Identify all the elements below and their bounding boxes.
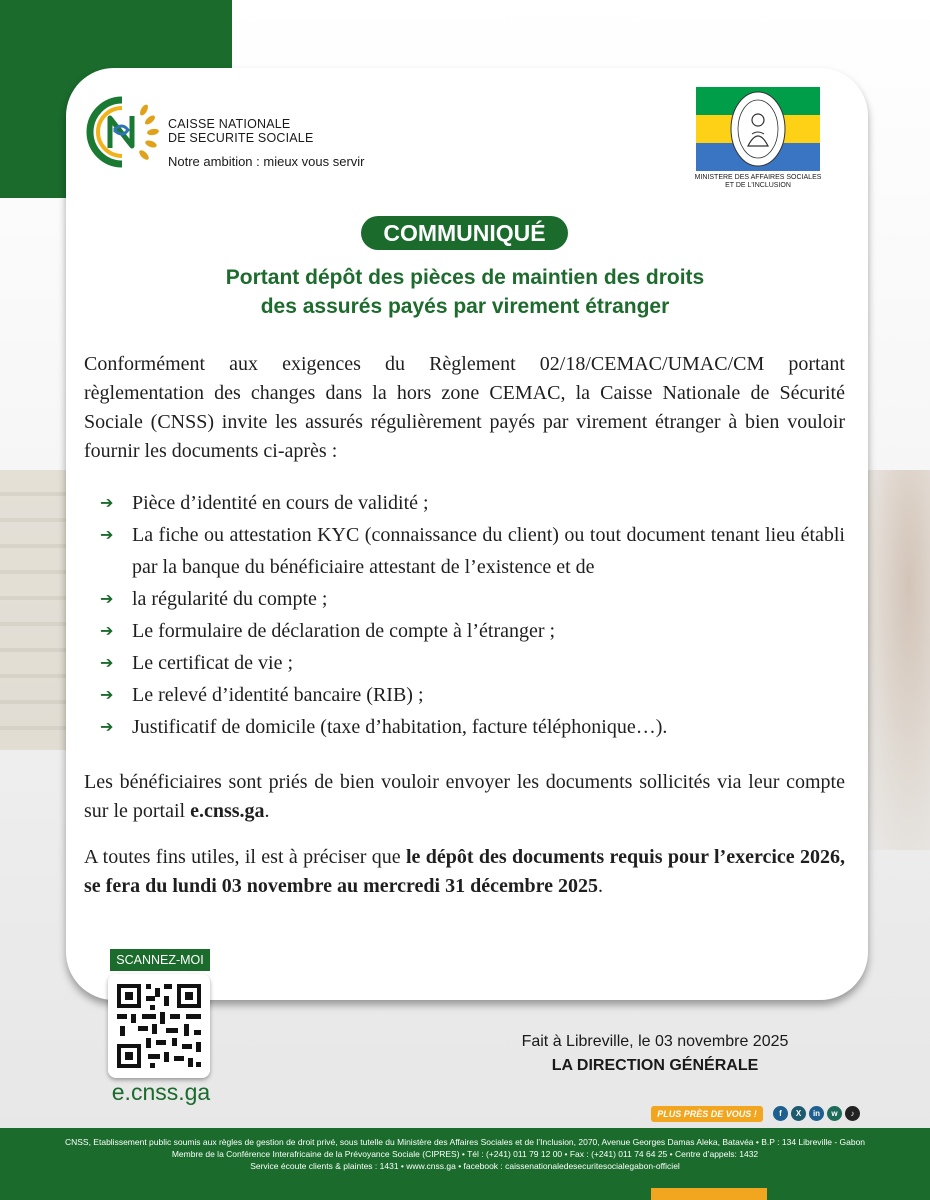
- list-item: [100, 487, 845, 519]
- background-building-image: [0, 470, 70, 750]
- list-item-text: Le certificat de vie ;: [132, 652, 294, 674]
- list-item: [100, 647, 845, 679]
- tiktok-icon[interactable]: ♪: [845, 1106, 860, 1121]
- list-item-text: la régularité du compte ;: [132, 588, 328, 610]
- org-name-line2: DE SECURITE SOCIALE: [168, 131, 314, 145]
- list-item-text: Le formulaire de déclaration de compte à l’étranger ;: [132, 620, 556, 642]
- cnss-logo-icon: [84, 94, 160, 170]
- list-item: [100, 615, 845, 647]
- footer-line2: Membre de la Conférence Interafricaine de la Prévoyance Sociale (CIPRES) • Tél : (+241) 011 79 12 00 • Fax : (+241) 011 74 64 25 • Centre d’appels: 1432: [171, 1149, 759, 1159]
- arrow-right-icon: ➔: [100, 493, 114, 512]
- signature-direction: LA DIRECTION GÉNÉRALE: [551, 1057, 759, 1074]
- list-item-text: Pièce d’identité en cours de validité ;: [132, 492, 429, 514]
- footer-line1: CNSS, Etablissement public soumis aux règles de gestion de droit privé, sous tutelle du Ministère des Affaires Sociales et de l’Inclusion, 2070, Avenue Georges Damas Aleka, Batavéa • B.P : 134 Libreville - Gabon: [64, 1137, 866, 1147]
- gabon-flag: [696, 87, 820, 171]
- signature-date-line: Fait à Libreville, le 03 novembre 2025: [521, 1033, 789, 1050]
- ministry-line2: ET DE L'INCLUSION: [725, 182, 791, 189]
- linkedin-icon[interactable]: in: [809, 1106, 824, 1121]
- deadline-note-paragraph: [84, 843, 845, 901]
- intro-paragraph: Conformément aux exigences du Règlement 02/18/CEMAC/UMAC/CM portant règlementation des changes dans la hors zone CEMAC, la Caisse Nationale de Sécurité Sociale (CNSS) invite les assurés régulièrement payés par virement étranger à bien vouloir fournir les documents ci-après :: [84, 353, 845, 462]
- portal-note-paragraph: [84, 768, 845, 826]
- ministry-name: [676, 174, 840, 190]
- footer-orange-tab: [651, 1188, 767, 1200]
- ministry-line1: MINISTERE DES AFFAIRES SOCIALES: [694, 174, 822, 181]
- arrow-right-icon: ➔: [100, 685, 114, 704]
- required-documents-list: [100, 487, 845, 743]
- republic-seal-icon: [730, 90, 786, 168]
- scan-me-label: SCANNEZ-MOI: [110, 949, 210, 971]
- deadline-note-end: .: [598, 875, 604, 897]
- page-footer: [0, 1128, 930, 1200]
- subtitle-line2: des assurés payés par virement étranger: [260, 295, 670, 318]
- list-item-text: La fiche ou attestation KYC (connaissance du client) ou tout document tenant lieu établi par la banque du bénéficiaire attestant de l’existence et de: [132, 524, 845, 578]
- qr-code-box[interactable]: [108, 974, 210, 1078]
- deadline-note-text: A toutes fins utiles, il est à préciser que: [84, 846, 406, 868]
- background-person-image: [860, 470, 930, 850]
- portal-link[interactable]: e.cnss.ga: [190, 800, 265, 822]
- communique-badge: COMMUNIQUÉ: [361, 216, 568, 250]
- arrow-right-icon: ➔: [100, 589, 114, 608]
- slogan-badge: PLUS PRÈS DE VOUS !: [651, 1106, 763, 1122]
- arrow-right-icon: ➔: [100, 717, 114, 736]
- list-item: [100, 519, 845, 583]
- list-item-text: Justificatif de domicile (taxe d’habitation, facture téléphonique…).: [132, 716, 668, 738]
- subtitle-line1: Portant dépôt des pièces de maintien des droits: [225, 266, 705, 289]
- whatsapp-icon[interactable]: w: [827, 1106, 842, 1121]
- qr-url-text[interactable]: e.cnss.ga: [111, 1079, 211, 1105]
- footer-line3: Service écoute clients & plaintes : 1431 • www.cnss.ga • facebook : caissenationaledesecuritesocialegabon-officiel: [250, 1161, 680, 1171]
- list-item: [100, 711, 845, 743]
- org-name-line1: CAISSE NATIONALE: [168, 117, 291, 131]
- list-item: [100, 583, 845, 615]
- arrow-right-icon: ➔: [100, 621, 114, 640]
- arrow-right-icon: ➔: [100, 653, 114, 672]
- list-item-text: Le relevé d’identité bancaire (RIB) ;: [132, 684, 424, 706]
- facebook-icon[interactable]: f: [773, 1106, 788, 1121]
- x-twitter-icon[interactable]: X: [791, 1106, 806, 1121]
- deadline-bold-text: le dépôt des documents requis pour l’exercice 2026, se fera du lundi 03 novembre au mercredi 31 décembre 2025: [84, 846, 845, 897]
- organization-name: [168, 117, 314, 145]
- communique-subtitle: [100, 263, 830, 321]
- organization-tagline: Notre ambition : mieux vous servir: [168, 154, 365, 169]
- list-item: [100, 679, 845, 711]
- qr-code-icon[interactable]: [108, 974, 210, 1078]
- portal-note-text: Les bénéficiaires sont priés de bien vouloir envoyer les documents sollicités via leur compte sur le portail: [84, 771, 845, 822]
- portal-note-end: .: [264, 800, 270, 822]
- arrow-right-icon: ➔: [100, 525, 114, 544]
